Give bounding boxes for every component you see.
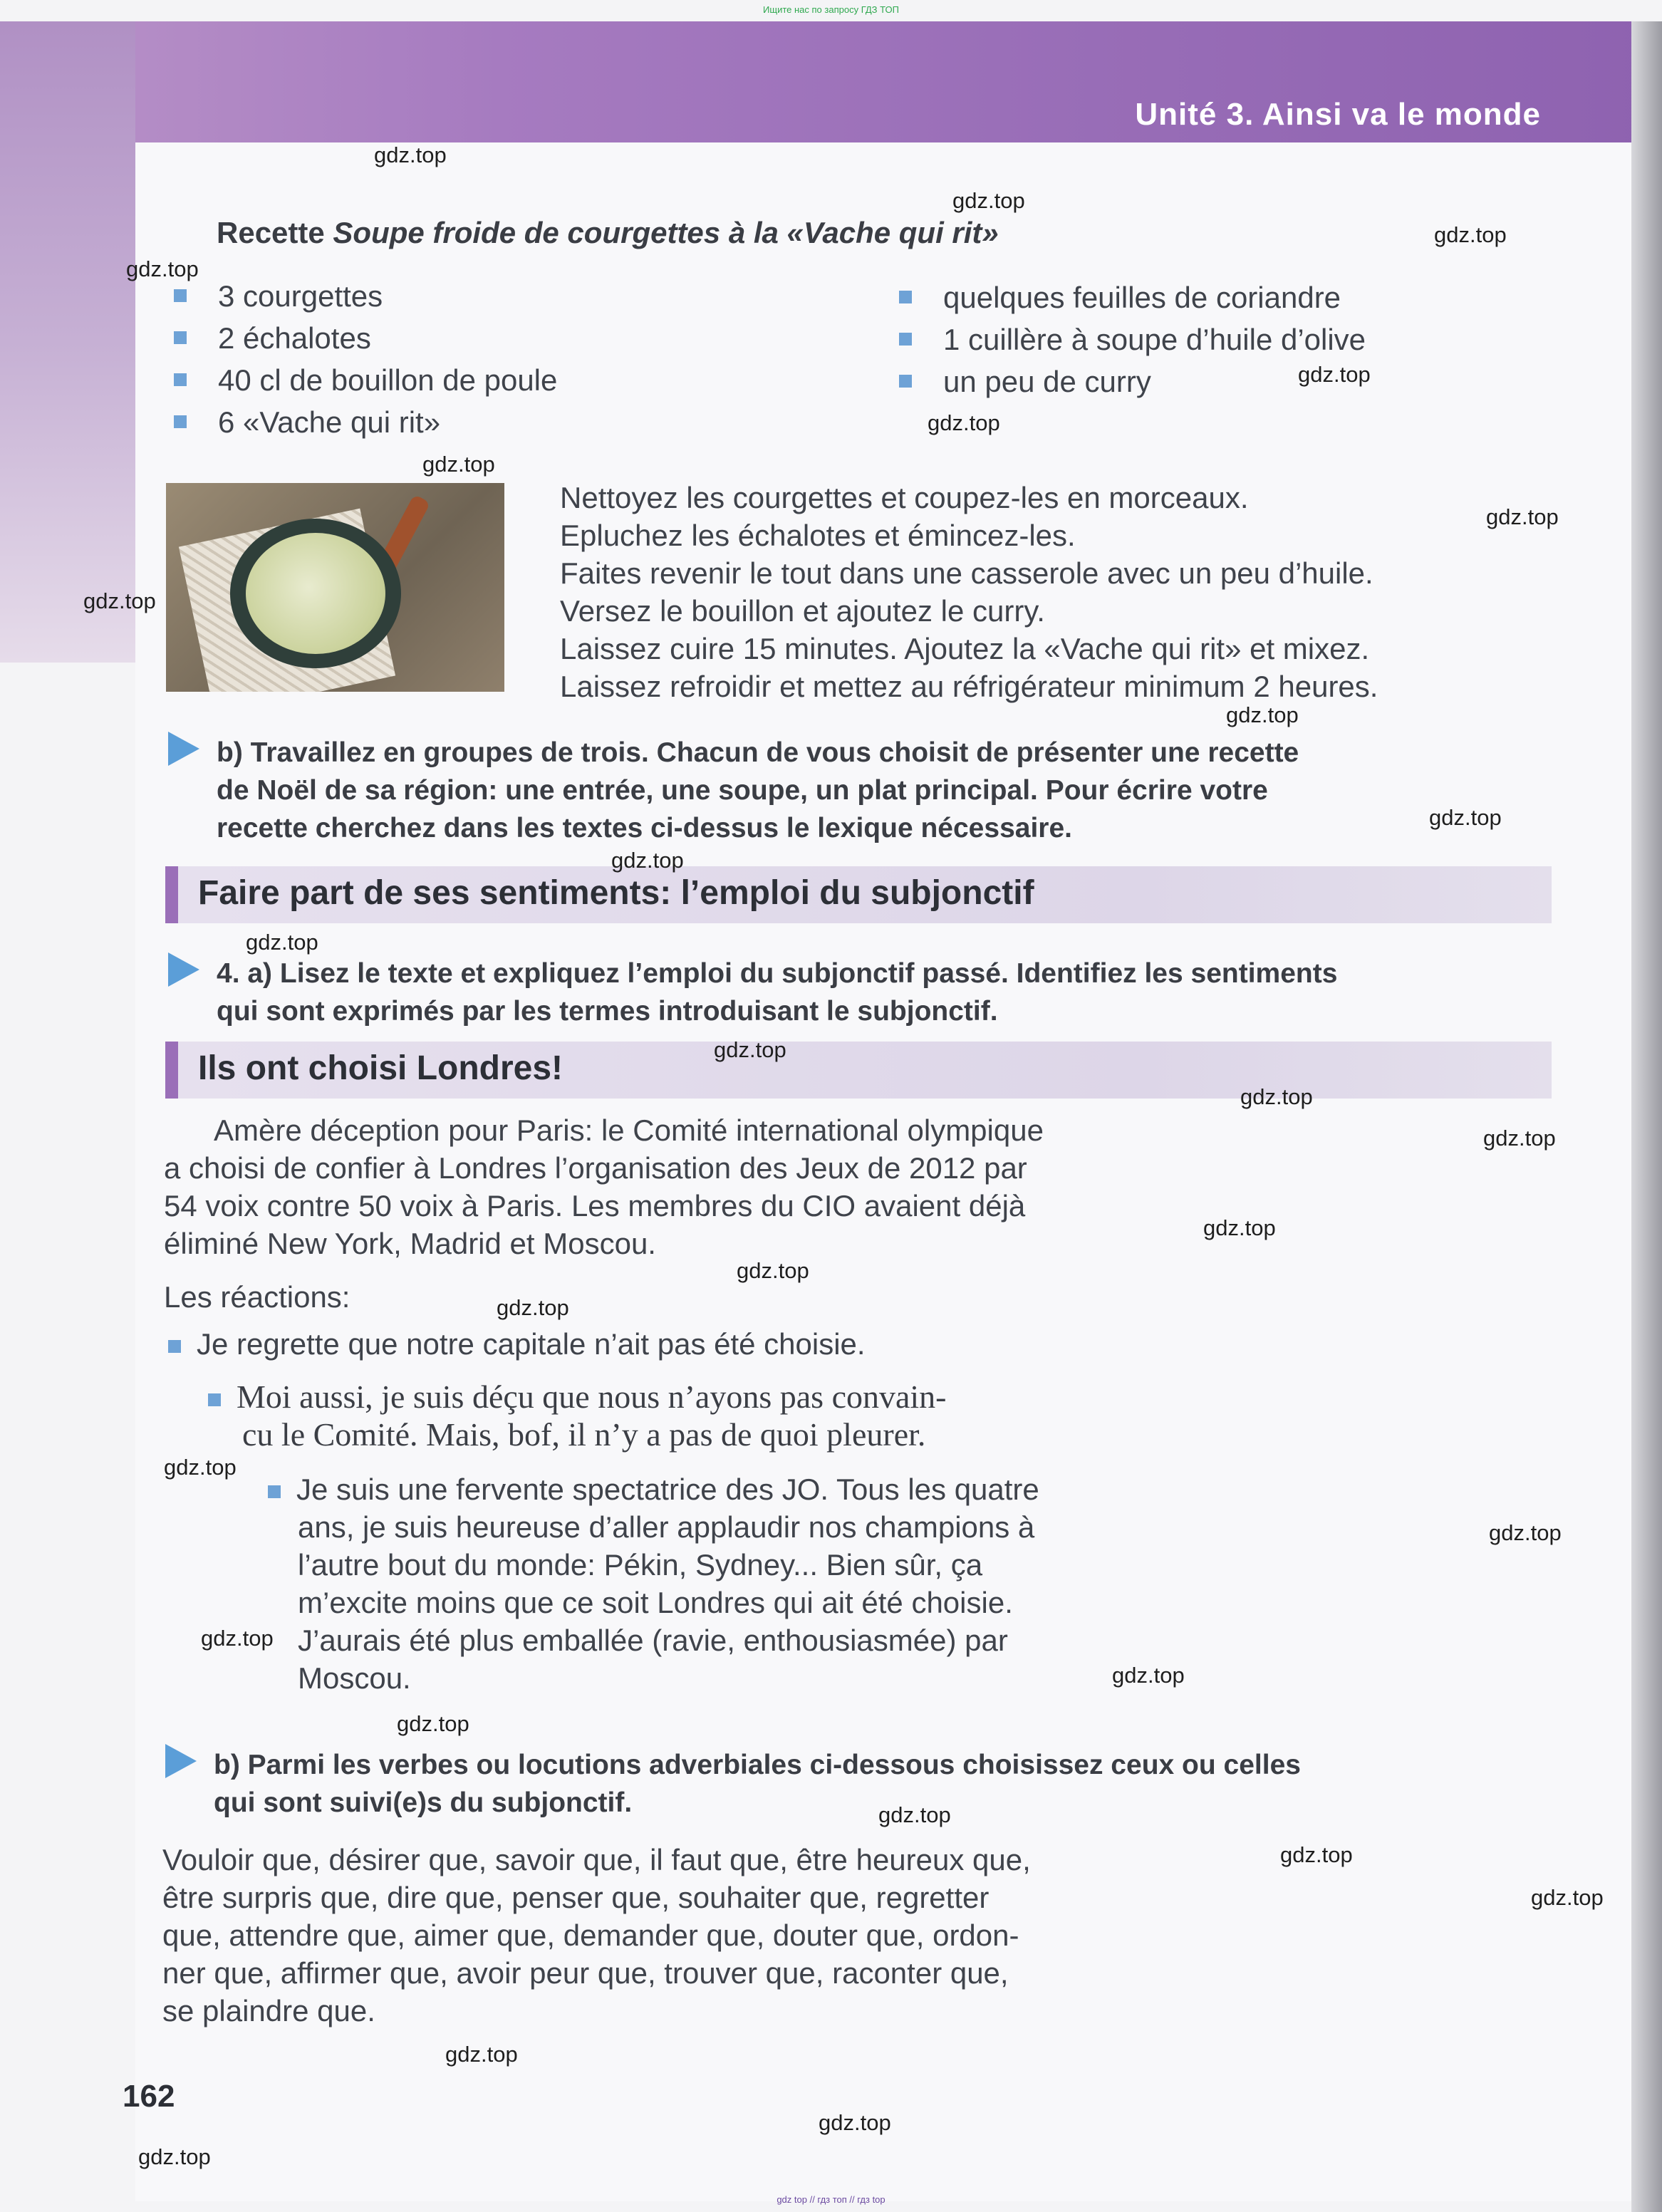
- article-line: a choisi de confier à Londres l’organisation des Jeux de 2012 par: [164, 1151, 1027, 1185]
- recipe-title-prefix: Recette: [217, 216, 333, 249]
- task-line: b) Travaillez en groupes de trois. Chacun de vous choisit de présenter une recette: [217, 737, 1299, 768]
- watermark: gdz.top: [1298, 362, 1371, 387]
- watermark: gdz.top: [878, 1802, 951, 1827]
- task-line: b) Parmi les verbes ou locutions adverbiales ci-dessous choisissez ceux ou celles: [214, 1750, 1301, 1780]
- reaction-text: Je regrette que notre capitale n’ait pas été choisie.: [197, 1327, 866, 1361]
- section-title-subjonctif: Faire part de ses sentiments: l’emploi du subjonctif: [198, 874, 1034, 912]
- watermark: gdz.top: [445, 2042, 518, 2067]
- recipe-step: Laissez refroidir et mettez au réfrigérateur minimum 2 heures.: [560, 670, 1378, 703]
- watermark: gdz.top: [1203, 1215, 1276, 1240]
- watermark: gdz.top: [928, 410, 1000, 435]
- ingredient-item: quelques feuilles de coriandre: [899, 281, 1366, 323]
- left-decoration: [0, 21, 135, 663]
- watermark: gdz.top: [164, 1455, 237, 1480]
- ingredients-right: [899, 281, 1366, 407]
- section-title-londres: Ils ont choisi Londres!: [198, 1049, 563, 1087]
- ingredient-item: un peu de curry: [899, 365, 1366, 407]
- recipe-step: Versez le bouillon et ajoutez le curry.: [560, 594, 1045, 628]
- task-line: qui sont suivi(e)s du subjonctif.: [214, 1787, 633, 1818]
- ingredient-item: 2 échalotes: [174, 321, 557, 363]
- watermark: gdz.top: [374, 142, 447, 167]
- ingredient-item: 6 «Vache qui rit»: [174, 405, 557, 447]
- soup-photo: [166, 483, 504, 692]
- reaction-line: ans, je suis heureuse d’aller applaudir nos champions à: [298, 1510, 1035, 1544]
- reaction-1: [168, 1325, 866, 1363]
- recipe-title-name: Soupe froide de courgettes à la «Vache qui rit»: [333, 216, 999, 249]
- recipe-step: Nettoyez les courgettes et coupez-les en morceaux.: [560, 481, 1249, 514]
- ingredient-item: 40 cl de bouillon de poule: [174, 363, 557, 405]
- reaction-2: [208, 1378, 947, 1453]
- watermark: gdz.top: [397, 1711, 469, 1736]
- verbs-line: se plaindre que.: [162, 1994, 375, 2027]
- watermark: gdz.top: [1531, 1885, 1604, 1910]
- recipe-title: [217, 216, 999, 250]
- watermark: gdz.top: [819, 2110, 891, 2135]
- recipe-step: Faites revenir le tout dans une casserole avec un peu d’huile.: [560, 556, 1373, 590]
- watermark: gdz.top: [138, 2144, 211, 2169]
- reaction-line: l’autre bout du monde: Pékin, Sydney... Bien sûr, ça: [298, 1548, 983, 1582]
- verbs-line: ner que, affirmer que, avoir peur que, trouver que, raconter que,: [162, 1956, 1009, 1990]
- watermark: gdz.top: [422, 452, 495, 477]
- watermark: gdz.top: [1429, 805, 1502, 830]
- ingredient-item: 3 courgettes: [174, 279, 557, 321]
- bullet-square-icon: [168, 1340, 181, 1353]
- task-arrow-icon: [165, 1744, 197, 1778]
- watermark: gdz.top: [246, 930, 318, 955]
- reaction-line: Moi aussi, je suis déçu que nous n’ayons pas convain-: [237, 1378, 947, 1415]
- watermark: gdz.top: [126, 256, 199, 281]
- reaction-3: [268, 1470, 1039, 1697]
- watermark: gdz.top: [1280, 1842, 1353, 1867]
- verbs-line: Vouloir que, désirer que, savoir que, il faut que, être heureux que,: [162, 1843, 1031, 1876]
- reaction-line: m’excite moins que ce soit Londres qui ait été choisie.: [298, 1586, 1013, 1619]
- watermark: gdz.top: [497, 1295, 569, 1320]
- reaction-line: Moscou.: [298, 1661, 411, 1695]
- reaction-line: J’aurais été plus emballée (ravie, enthousiasmée) par: [298, 1624, 1008, 1657]
- verbs-line: que, attendre que, aimer que, demander que, douter que, ordon-: [162, 1918, 1019, 1952]
- verbs-line: être surpris que, dire que, penser que, souhaiter que, regretter: [162, 1881, 990, 1914]
- article-line: Amère déception pour Paris: le Comité international olympique: [214, 1113, 1044, 1147]
- watermark: gdz.top: [1434, 222, 1507, 247]
- task-4a: [217, 955, 1337, 1030]
- watermark: gdz.top: [1483, 1126, 1556, 1151]
- verbs-list: [162, 1841, 1203, 2030]
- watermark: gdz.top: [1226, 702, 1299, 727]
- task-line: de Noël de sa région: une entrée, une soupe, un plat principal. Pour écrire votre: [217, 775, 1268, 806]
- task-line: 4. a) Lisez le texte et expliquez l’emploi du subjonctif passé. Identifiez les sentiments: [217, 958, 1338, 989]
- recipe-step: Laissez cuire 15 minutes. Ajoutez la «Vache qui rit» et mixez.: [560, 632, 1370, 665]
- article-text: [164, 1111, 1197, 1262]
- reactions-label: Les réactions:: [164, 1280, 350, 1314]
- task-3b: [217, 734, 1299, 847]
- watermark: gdz.top: [737, 1258, 809, 1283]
- page-number: 162: [123, 2079, 175, 2114]
- watermark: gdz.top: [201, 1626, 274, 1651]
- bullet-square-icon: [268, 1485, 281, 1498]
- watermark: gdz.top: [1240, 1084, 1313, 1109]
- watermark: gdz.top: [1112, 1663, 1185, 1688]
- task-4b: [214, 1746, 1301, 1822]
- watermark: gdz.top: [714, 1037, 786, 1062]
- watermark: gdz.top: [1489, 1520, 1562, 1545]
- article-line: 54 voix contre 50 voix à Paris. Les membres du CIO avaient déjà: [164, 1189, 1026, 1222]
- ingredients-left: [174, 279, 557, 447]
- task-arrow-icon: [168, 952, 199, 987]
- ingredient-item: 1 cuillère à soupe d’huile d’olive: [899, 323, 1366, 365]
- task-arrow-icon: [168, 732, 199, 766]
- watermark: gdz.top: [83, 588, 156, 613]
- unit-title: Unité 3. Ainsi va le monde: [1135, 97, 1541, 132]
- watermark: gdz.top: [611, 848, 684, 873]
- article-line: éliminé New York, Madrid et Moscou.: [164, 1227, 656, 1260]
- watermark: gdz.top: [1486, 504, 1559, 529]
- bottom-note: gdz top // гдз топ // гдз top: [777, 2194, 885, 2205]
- reaction-line: cu le Comité. Mais, bof, il n’y a pas de quoi pleurer.: [242, 1416, 926, 1453]
- reaction-line: Je suis une fervente spectatrice des JO. Tous les quatre: [296, 1473, 1039, 1506]
- bullet-square-icon: [208, 1393, 221, 1406]
- task-line: qui sont exprimés par les termes introduisant le subjonctif.: [217, 996, 998, 1027]
- recipe-step: Epluchez les échalotes et émincez-les.: [560, 519, 1076, 552]
- top-note: Ищите нас по запросу ГДЗ ТОП: [763, 4, 899, 15]
- page-edge: [1631, 21, 1662, 2212]
- task-line: recette cherchez dans les textes ci-dessus le lexique nécessaire.: [217, 813, 1072, 843]
- watermark: gdz.top: [952, 188, 1025, 213]
- recipe-steps: [560, 479, 1557, 705]
